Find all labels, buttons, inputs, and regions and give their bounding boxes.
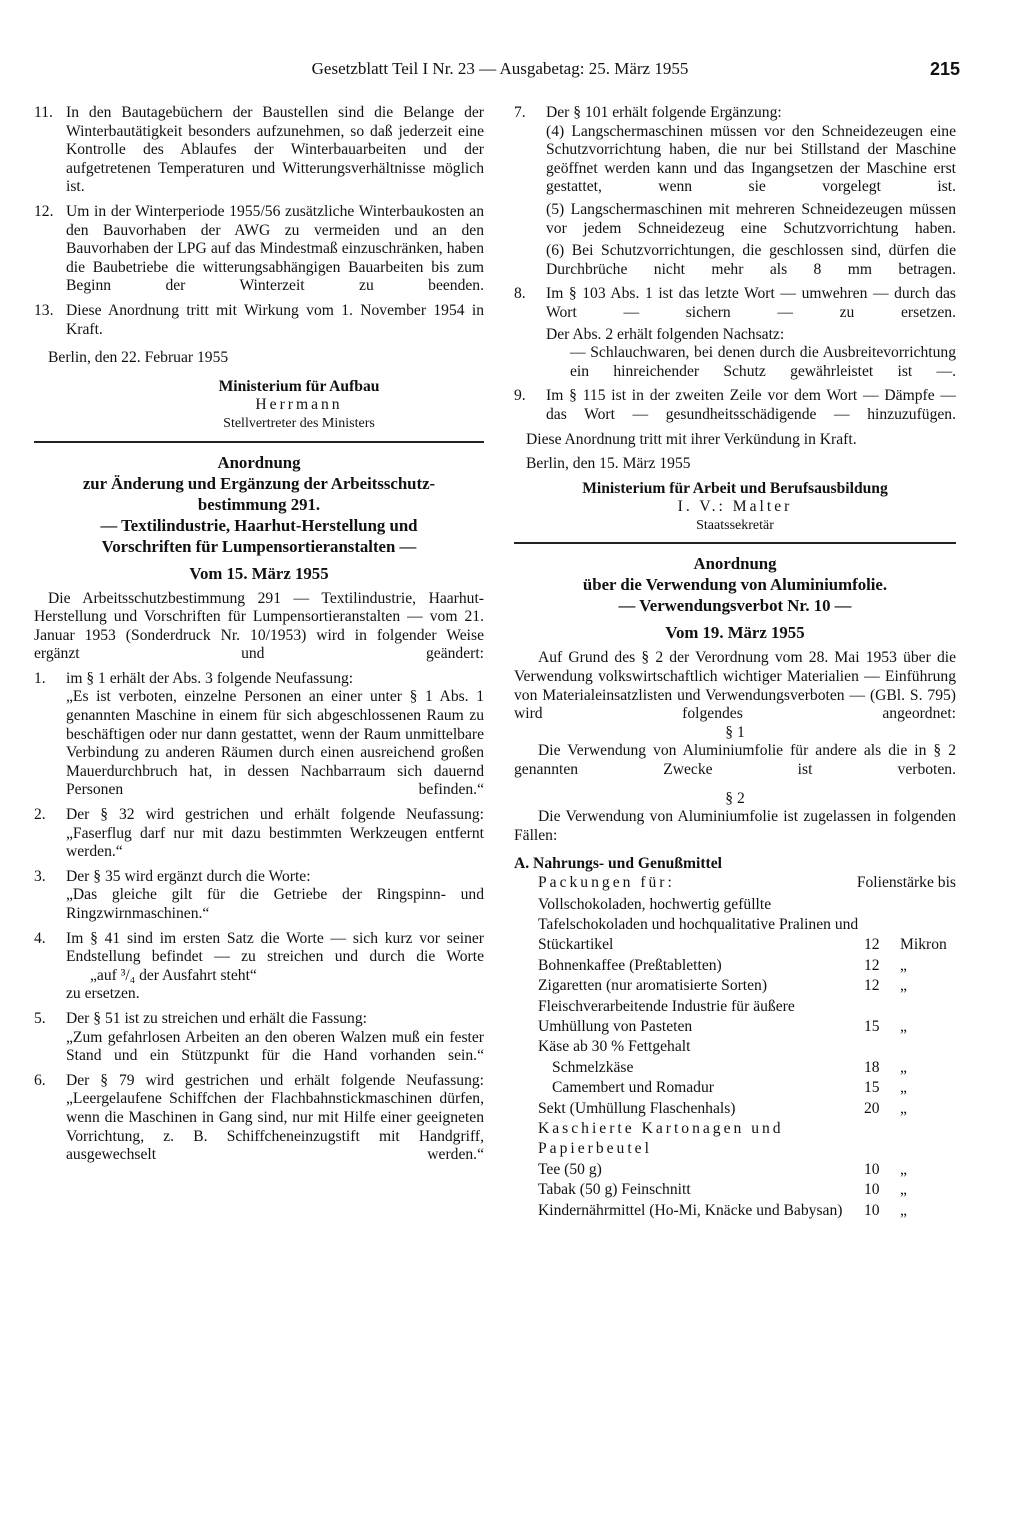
item-text: In den Bautagebüchern der Baustellen sind die Belange der Winterbautätigkeit besonders aufzunehmen, so daß jederzeit eine Kontrolle des Ablaufes der Winterbauarbeiten und der aufgetretenen Temperaturen und Witterungsverhältnisse möglich ist. — [66, 104, 484, 196]
document-heading — [514, 553, 956, 643]
item-text: Um in der Winterperiode 1955/56 zusätzliche Winterbaukosten an den Bauvorhaben der AWG zu vermeiden und an den Bauvorhaben der LPG auf das Mindestmaß einzuschränken, haben die Baubetriebe die witterungsabhängigen Bauarbeiten bis zum Beginn der Winterzeit zu beenden. — [66, 202, 484, 295]
intro-text: Auf Grund des § 2 der Verordnung vom 28. Mai 1953 über die Verwendung volkswirtschaftlich wichtiger Materialien — Einführung von Materialeinsatzlisten und Verwendungsverboten — (GBl. S. 795) wird folgendes angeordnet: — [514, 649, 956, 723]
item-number: 3. — [34, 867, 46, 885]
item-text: Der § 35 wird ergänzt durch die Worte: — [66, 867, 311, 885]
row-unit: „ — [900, 1160, 907, 1178]
item-paragraph: (5) Langschermaschinen mit mehreren Schneidezeugen müssen vor jedem Schneidezeug eine Schutzvorrichtung haben. — [546, 200, 956, 237]
signature-ministry: Ministerium für Aufbau — [218, 377, 380, 395]
item-text: im § 1 erhält der Abs. 3 folgende Neufassung: — [66, 669, 354, 687]
row-value: 10 — [864, 1181, 880, 1199]
heading-line: bestimmung 291. — [197, 494, 321, 514]
heading-date: Vom 19. März 1955 — [665, 623, 805, 643]
table-row — [538, 1201, 956, 1221]
signature-name: I. V.: Malter — [677, 498, 793, 516]
row-unit: „ — [900, 1079, 907, 1097]
item-text: Der § 79 wird gestrichen und erhält folgende Neufassung: — [66, 1071, 484, 1089]
row-label: Sekt (Umhüllung Flaschenhals) — [538, 1099, 736, 1117]
header-title: Gesetzblatt Teil I Nr. 23 — Ausgabetag: 25. März 1955 — [311, 59, 689, 78]
row-unit: „ — [900, 1201, 907, 1219]
row-value: 20 — [864, 1099, 880, 1117]
row-label: Kindernährmittel (Ho-Mi, Knäcke und Babysan) — [538, 1201, 843, 1219]
intro-text: Die Arbeitsschutzbestimmung 291 — Textilindustrie, Haarhut-Herstellung und Vorschriften für Lumpensortieranstalten — vom 21. Januar 1953 (Sonderdruck Nr. 10/1953) wird in folgender Weise ergänzt und geändert: — [34, 589, 484, 663]
section-text: Die Verwendung von Aluminiumfolie ist zugelassen in folgenden Fällen: — [514, 808, 956, 844]
item-number: 11. — [34, 104, 53, 121]
section-title: § 1 — [725, 723, 745, 741]
signature-role: Stellvertreter des Ministers — [223, 415, 375, 431]
row-label: Tabak (50 g) Feinschnitt — [538, 1181, 691, 1199]
signature-block — [34, 378, 484, 434]
row-label: Vollschokoladen, hochwertig gefüllte Tafelschokoladen und hochqualitative Pralinen und Stückartikel — [538, 895, 859, 954]
list-item — [514, 285, 956, 381]
signature-ministry: Ministerium für Arbeit und Berufsausbildung — [582, 479, 888, 497]
item-number: 6. — [34, 1071, 46, 1089]
row-label: Zigaretten (nur aromatisierte Sorten) — [538, 977, 768, 995]
table-row — [538, 895, 956, 956]
section-title: § 2 — [725, 789, 745, 807]
table-row — [538, 1119, 956, 1160]
list-item — [34, 104, 484, 197]
list-item — [34, 806, 484, 862]
row-unit — [898, 1119, 956, 1160]
table-row — [538, 1037, 956, 1057]
heading-date: Vom 15. März 1955 — [189, 563, 329, 583]
materials-table — [514, 874, 956, 1221]
item-quote: „Leergelaufene Schiffchen der Flachbahnstickmaschinen dürfen, wenn die Maschinen in Gang sind, nur mit Hilfe einer geeigneten Vorrichtung, z. B. Schiffcheneinzugstift mit Handgriff, ausgewechselt werden.“ — [66, 1090, 484, 1164]
heading-line: Vorschriften für Lumpensortieranstalten — — [101, 536, 417, 556]
row-value: 15 — [864, 1018, 880, 1036]
item-text: Im § 115 ist in der zweiten Zeile vor dem Wort — Dämpfe — das Wort — gesundheitsschädigende — hinzuzufügen. — [546, 387, 956, 423]
row-value: 12 — [864, 956, 880, 974]
item-number: 5. — [34, 1009, 46, 1027]
row-label: Camembert und Romadur — [552, 1079, 714, 1097]
right-column — [514, 104, 956, 1221]
row-label: Kaschierte Kartonagen und Papierbeutel — [538, 1120, 784, 1158]
list-item — [34, 930, 484, 1004]
row-unit: „ — [900, 1099, 907, 1117]
row-value: 12 — [864, 936, 880, 954]
item-quote: „auf ³/₄ der Ausfahrt steht“ — [90, 966, 257, 984]
item-quote: „Es ist verboten, einzelne Personen an einer unter § 1 Abs. 1 genannten Maschine in einem für sich abgeschlossenen Raum zu beschäftigen oder nur dann gestattet, wenn der Raum unmittelbare Verbindung zu anderen Räumen durch einen ausreichend großen Mauerdurchbruch hat, in dessen Nachbarraum sich dauernd Personen befinden.“ — [66, 688, 484, 799]
row-unit: Mikron — [900, 936, 947, 954]
table-row — [538, 1160, 956, 1180]
item-text: Diese Anordnung tritt mit Wirkung vom 1. November 1954 in Kraft. — [66, 301, 484, 338]
list-item — [34, 203, 484, 296]
list-item — [514, 104, 956, 279]
table-row — [538, 1099, 956, 1119]
row-value — [864, 1037, 898, 1057]
item-sub: Der Abs. 2 erhält folgenden Nachsatz: — [546, 325, 785, 343]
item-number: 1. — [34, 669, 46, 687]
item-text: Der § 32 wird gestrichen und erhält folgende Neufassung: — [66, 806, 484, 824]
item-paragraph: (6) Bei Schutzvorrichtungen, die geschlossen sind, dürfen die Durchbrüche nicht mehr als 8 mm betragen. — [546, 242, 956, 278]
item-text: Der § 101 erhält folgende Ergänzung: — [546, 104, 782, 121]
table-header — [538, 874, 956, 893]
heading-line: — Textilindustrie, Haarhut-Herstellung und — [100, 515, 418, 535]
table-row — [538, 976, 956, 996]
column-header: Packungen für: — [538, 874, 675, 891]
table-row — [538, 1180, 956, 1200]
row-unit: „ — [900, 977, 907, 995]
table-row — [538, 956, 956, 976]
heading-line: Anordnung — [693, 554, 777, 574]
divider — [34, 441, 484, 443]
row-value: 10 — [864, 1160, 880, 1178]
heading-line: über die Verwendung von Aluminiumfolie. — [582, 575, 888, 595]
item-number: 7. — [514, 104, 526, 121]
row-label: Käse ab 30 % Fettgehalt — [538, 1038, 691, 1056]
heading-line: Anordnung — [217, 452, 301, 472]
item-quote: — Schlauchwaren, bei denen durch die Ausbreitevorrichtung ein hinreichender Schutz gewährleistet ist —. — [570, 344, 956, 380]
place-date: Berlin, den 22. Februar 1955 — [48, 349, 229, 367]
list-item — [34, 1010, 484, 1066]
item-number: 13. — [34, 301, 54, 319]
signature-name: Herrmann — [255, 396, 343, 414]
row-label: Fleischverarbeitende Industrie für äußere Umhüllung von Pasteten — [538, 997, 795, 1036]
list-item — [34, 868, 484, 924]
signature-block — [514, 480, 956, 536]
row-unit: „ — [900, 956, 907, 974]
document-heading — [34, 452, 484, 584]
row-unit: „ — [900, 1181, 907, 1199]
item-quote: „Zum gefahrlosen Arbeiten an den oberen Walzen muß ein fester Stand und ein Stützpunkt für die Hand vorhanden sein.“ — [66, 1028, 484, 1065]
materials-rows — [538, 895, 956, 1222]
item-quote: „Faserflug darf nur mit dazu bestimmten Werkzeugen entfernt werden.“ — [66, 824, 484, 861]
item-number: 8. — [514, 285, 526, 303]
item-text: Der § 51 ist zu streichen und erhält die Fassung: — [66, 1009, 367, 1027]
list-item — [34, 1072, 484, 1165]
closing-text: Diese Anordnung tritt mit ihrer Verkündung in Kraft. — [526, 430, 857, 448]
page-number: 215 — [929, 59, 960, 79]
place-date: Berlin, den 15. März 1955 — [526, 455, 691, 473]
row-unit: „ — [900, 1018, 907, 1036]
row-label: Bohnenkaffee (Preßtabletten) — [538, 956, 722, 974]
item-number: 2. — [34, 806, 46, 824]
row-value: 15 — [864, 1079, 880, 1097]
row-value: 10 — [864, 1201, 880, 1219]
divider — [514, 542, 956, 544]
item-text: Im § 103 Abs. 1 ist das letzte Wort — umwehren — durch das Wort — sichern — zu ersetzen. — [546, 285, 956, 321]
table-row — [538, 1078, 956, 1098]
table-row — [538, 997, 956, 1038]
section-a-title: A. Nahrungs- und Genußmittel — [514, 855, 722, 873]
list-item — [514, 387, 956, 424]
signature-role: Staatssekretär — [696, 517, 774, 533]
list-item — [34, 670, 484, 800]
row-value — [864, 1119, 898, 1160]
item-text: Im § 41 sind im ersten Satz die Worte — sich kurz vor seiner Endstellung befindet — zu streichen und durch die Worte — [66, 929, 484, 966]
row-unit: „ — [900, 1058, 907, 1076]
item-number: 4. — [34, 929, 46, 947]
list-item — [34, 302, 484, 339]
heading-line: — Verwendungsverbot Nr. 10 — — [618, 596, 852, 616]
row-label: Tee (50 g) — [538, 1160, 602, 1178]
item-number: 12. — [34, 202, 54, 220]
row-label: Schmelzkäse — [552, 1058, 634, 1076]
running-header — [40, 60, 960, 84]
row-value: 18 — [864, 1058, 880, 1076]
item-quote: „Das gleiche gilt für die Getriebe der Ringspinn- und Ringzwirnmaschinen.“ — [66, 886, 484, 922]
table-row — [538, 1058, 956, 1078]
row-value: 12 — [864, 977, 880, 995]
heading-line: zur Änderung und Ergänzung der Arbeitsschutz- — [82, 473, 436, 493]
column-header: Folienstärke bis — [856, 874, 956, 891]
item-tail: zu ersetzen. — [66, 985, 140, 1003]
section-text: Die Verwendung von Aluminiumfolie für andere als die in § 2 genannten Zwecke ist verboten. — [514, 742, 956, 779]
row-unit — [898, 1037, 956, 1057]
item-paragraph: (4) Langschermaschinen müssen vor den Schneidezeugen eine Schutzvorrichtung haben, die nur bei Stillstand der Maschine geöffnet werden kann und das Ingangsetzen der Maschine erst gestattet, wenn sie vorgelegt ist. — [546, 122, 956, 196]
left-column — [34, 104, 484, 1165]
item-number: 9. — [514, 387, 526, 405]
